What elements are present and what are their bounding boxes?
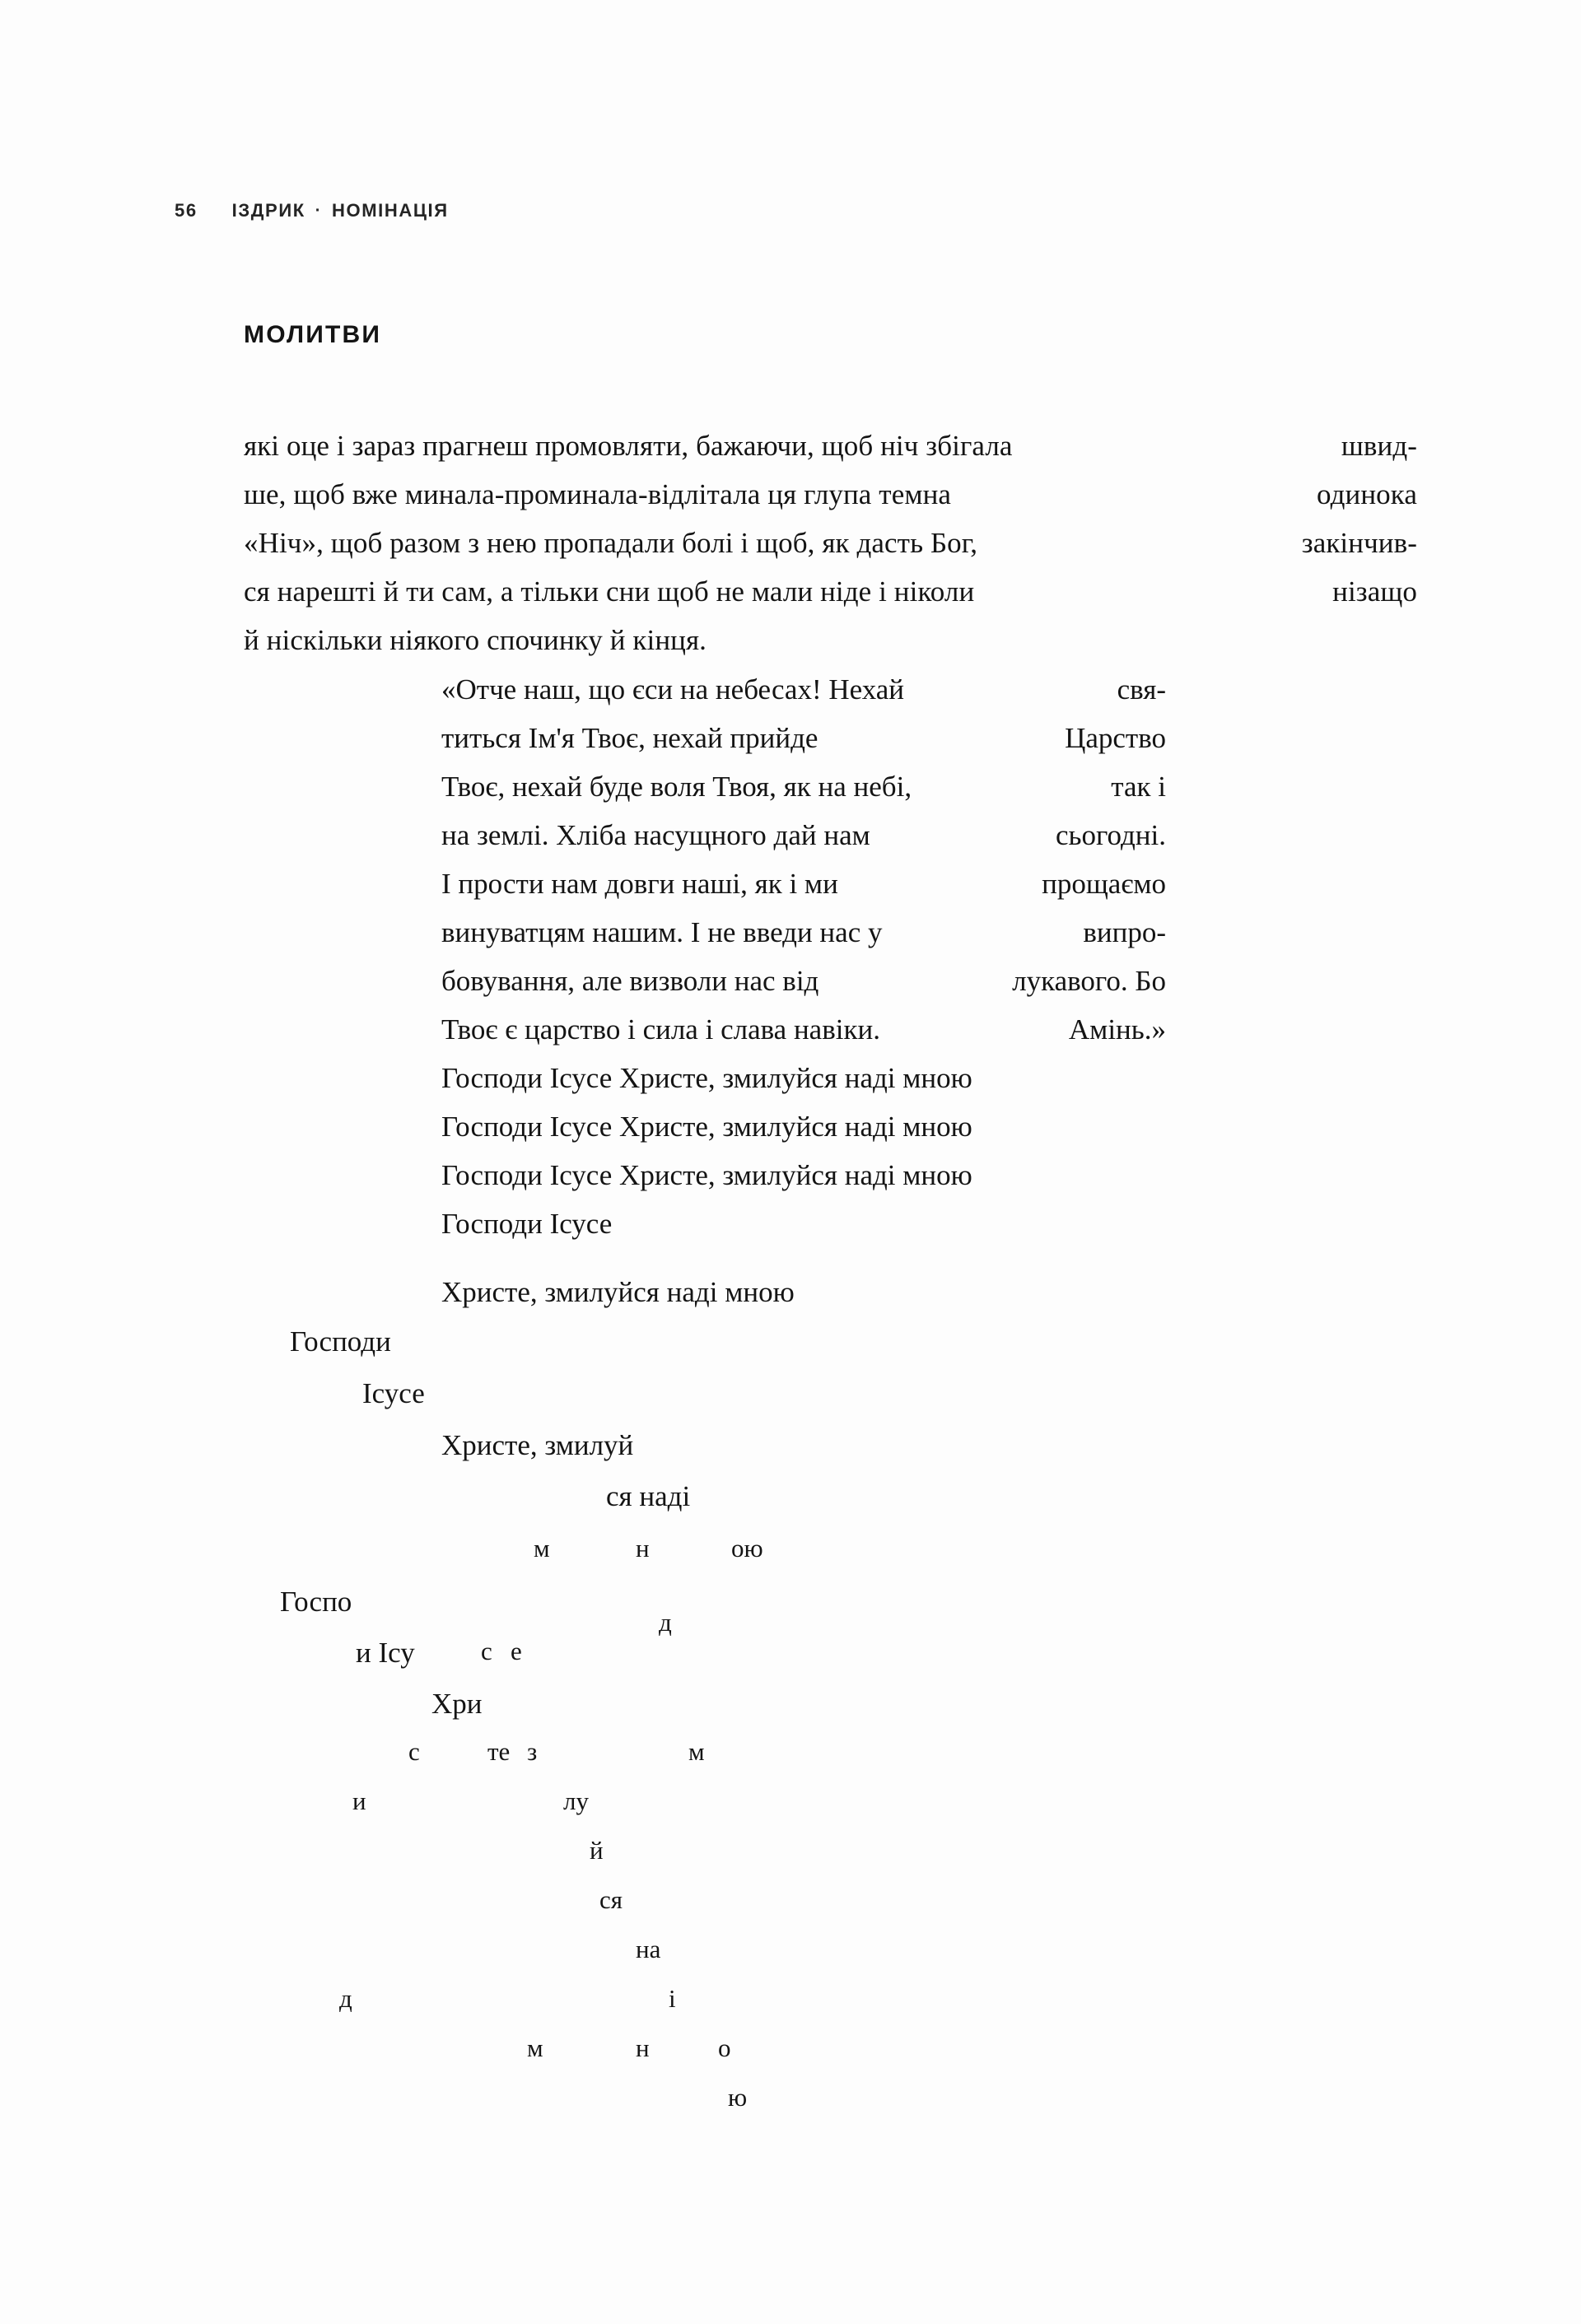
scattered-fragment: с [408, 1737, 420, 1766]
running-head [175, 200, 449, 221]
scattered-fragment: д [339, 1984, 352, 2013]
body-line-right: швид- [1341, 430, 1417, 462]
prayer-line-left: «Отче наш, що єси на небесах! Нехай [441, 673, 904, 706]
refrain-line: Господи Ісусе Христе, змилуйся наді мною [441, 1111, 972, 1143]
scattered-fragment: н [636, 1534, 650, 1563]
lords-prayer-block [441, 665, 1166, 1054]
bullet-separator-icon: · [315, 202, 323, 220]
prayer-line-right: прощаємо [1042, 868, 1166, 900]
prayer-line-right: Амінь.» [1068, 1013, 1166, 1046]
scattered-fragment: Госпо [280, 1586, 352, 1618]
refrain-line: Господи Ісусе [441, 1208, 613, 1240]
body-paragraph [244, 421, 1417, 664]
prayer-line [441, 714, 1166, 762]
scattered-fragment: м [527, 2033, 543, 2062]
prayer-line-right: так і [1111, 771, 1166, 803]
author-name: ІЗДРИК [231, 200, 305, 221]
prayer-line-right: сьогодні. [1056, 819, 1166, 851]
section-title: МОЛИТВИ [244, 321, 382, 348]
body-line [244, 421, 1417, 470]
scattered-fragment: о [718, 2033, 731, 2062]
prayer-line-left: І прости нам довги наші, як і ми [441, 868, 838, 900]
scattered-fragment: Господи [290, 1325, 391, 1358]
scattered-fragment: те [487, 1737, 511, 1766]
body-line-left: «Ніч», щоб разом з нею пропадали болі і щоб, як дасть Бог, [244, 527, 978, 559]
scattered-fragment: н [636, 2033, 650, 2062]
body-line-right: одинока [1317, 478, 1417, 510]
scattered-fragment: на [636, 1935, 661, 1963]
prayer-line-left: на землі. Хліба насущного дай нам [441, 819, 870, 851]
scattered-fragment: е [511, 1637, 522, 1665]
prayer-line-left: Твоє, нехай буде воля Твоя, як на небі, [441, 771, 912, 803]
prayer-line [441, 859, 1166, 908]
scattered-fragment: ся [599, 1885, 623, 1914]
prayer-line [441, 908, 1166, 957]
scattered-fragment: Ісусе [362, 1377, 425, 1409]
scattered-fragment: Христе, змилуйся наді мною [441, 1276, 795, 1308]
scattered-fragment: м [688, 1737, 705, 1766]
scattered-fragment: і [669, 1984, 676, 2013]
body-line: й ніскільки ніякого спочинку й кінця. [244, 624, 707, 656]
scattered-fragment: з [527, 1737, 538, 1766]
body-line-right: закінчив- [1301, 527, 1417, 559]
scattered-fragment: и [352, 1786, 366, 1815]
book-title: НОМІНАЦІЯ [332, 200, 449, 221]
prayer-line-right: випро- [1083, 916, 1166, 948]
scattered-fragment: Христе, змилуй [441, 1429, 634, 1461]
scattered-fragment: ю [728, 2083, 748, 2112]
prayer-line [441, 811, 1166, 859]
body-line-right: нізащо [1332, 575, 1417, 608]
prayer-line-right: Царство [1065, 722, 1166, 754]
prayer-line [441, 665, 1166, 714]
prayer-line-left: бовування, але визволи нас від [441, 965, 819, 997]
scattered-fragment: Хри [431, 1688, 483, 1720]
refrain-line: Господи Ісусе Христе, змилуйся наді мною [441, 1062, 972, 1094]
prayer-line-left: титься Ім'я Твоє, нехай прийде [441, 722, 818, 754]
refrain-line: Господи Ісусе Христе, змилуйся наді мною [441, 1159, 972, 1191]
body-line-left: які оце і зараз прагнеш промовляти, бажаючи, щоб ніч збігала [244, 430, 1013, 462]
scattered-fragment: й [590, 1836, 604, 1865]
prayer-line-right: свя- [1117, 673, 1166, 706]
page-number: 56 [175, 200, 198, 221]
prayer-line [441, 1005, 1166, 1054]
body-line [244, 470, 1417, 519]
body-line-left: ше, щоб вже минала-проминала-відлітала ця глупа темна [244, 478, 952, 510]
scattered-fragment: м [534, 1534, 550, 1563]
body-line [244, 519, 1417, 567]
scattered-fragment: и Ісу [356, 1637, 415, 1669]
prayer-line-left: винуватцям нашим. І не введи нас у [441, 916, 883, 948]
scattered-fragment: д [659, 1608, 672, 1637]
prayer-line-right: лукавого. Бо [1012, 965, 1166, 997]
body-line-left: ся нарешті й ти сам, а тільки сни щоб не мали ніде і ніколи [244, 575, 975, 608]
scattered-fragment: ся наді [606, 1480, 691, 1512]
scattered-fragment: с [481, 1637, 492, 1665]
prayer-line-left: Твоє є царство і сила і слава навіки. [441, 1013, 880, 1046]
prayer-line [441, 957, 1166, 1005]
jesus-prayer-refrains [441, 1054, 972, 1248]
scattered-fragment: лу [563, 1786, 589, 1815]
body-line [244, 567, 1417, 616]
prayer-line [441, 762, 1166, 811]
scattered-fragment: ою [731, 1534, 763, 1563]
